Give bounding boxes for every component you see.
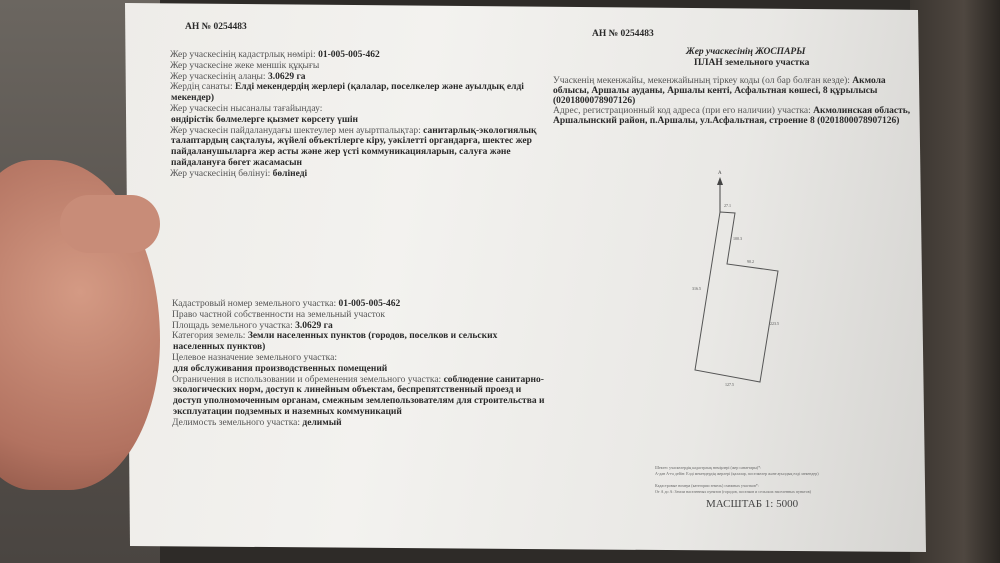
field-value: 3.0629 га	[267, 71, 306, 82]
field-value: 3.0629 га	[295, 320, 333, 331]
field-value: соблюдение санитарно-	[443, 374, 544, 385]
field-value: санитарлық-экологиялық	[423, 125, 537, 136]
field-label: Жер учаскесінің бөлінуі:	[170, 168, 273, 179]
address-ru-label: Адрес, регистрационный код адреса (при его наличии) участка:	[553, 106, 814, 116]
field-label: Жер учаскесінің кадастрлық нөмірі:	[170, 50, 319, 60]
dimension-label: 223.5	[770, 321, 779, 326]
field-label: Жер учаскесінің алаңы:	[170, 71, 268, 82]
document-number-right: АН № 0254483	[592, 29, 654, 39]
dimension-label: 127.5	[725, 382, 734, 387]
dimension-label: 316.5	[692, 286, 701, 291]
field-value: Земли населенных пунктов (городов, поселков и сельских	[247, 331, 498, 342]
field-value: мекендер)	[171, 93, 215, 104]
field-value: делимый	[302, 417, 342, 428]
address-ru-value: Акмолинская область,	[813, 106, 911, 116]
dimension-label: 100.3	[733, 236, 742, 241]
note-line: А-дан А-ға дейін: Елді мекендердің жерлері (қалалар, поселкелер және ауылдық елді мекендер)	[655, 471, 819, 476]
field-label: Категория земель:	[172, 331, 248, 342]
north-label: А	[718, 171, 722, 176]
address-kz-line3: (0201800078907126)	[553, 96, 636, 106]
note-line: Шектес учаскелердің кадастрлық нөмірлері (жер санаттары)*:	[655, 465, 762, 470]
field-value: Елді мекендердің жерлері (қалалар, поселкелер және ауылдық елді	[234, 82, 524, 93]
field-label: Жер учаскесін нысаналы тағайындау:	[170, 104, 323, 114]
field-value: для обслуживания производственных помещений	[173, 363, 388, 374]
field-value: өндірістік бөлмелерге қызмет көрсету үшін	[171, 114, 358, 125]
field-label: Право частной собственности на земельный участок	[172, 309, 386, 320]
note-line: От А до А: Земли населенных пунктов (городов, поселков и сельских населенных пунктов)	[655, 489, 811, 494]
address-ru-line2: Аршалынский район, п.Аршалы, ул.Асфальтная, строение 8 (0201800078907126)	[553, 116, 900, 126]
field-value: 01-005-005-462	[338, 299, 401, 309]
field-label: Целевое назначение земельного участка:	[172, 353, 337, 363]
field-label: Жер учаскесін пайдаланудағы шектеулер мен ауыртпалықтар:	[170, 125, 424, 136]
dimension-label: 27.1	[724, 203, 731, 208]
field-value: 01-005-005-462	[318, 50, 380, 60]
field-value: экологических норм, доступ к линейным объектам, беспрепятственный проезд и	[173, 385, 522, 396]
address-kz-label: Учаскенің мекенжайы, мекенжайының тіркеу коды (ол бар болған кезде):	[553, 76, 853, 86]
field-label: Кадастровый номер земельного участка:	[172, 299, 339, 309]
field-value: эксплуатации подземных и наземных коммуникаций	[173, 407, 402, 417]
field-label: Делимость земельного участка:	[172, 417, 303, 428]
field-label: Жердің санаты:	[170, 82, 235, 93]
field-label: Площадь земельного участка:	[172, 320, 296, 331]
field-value: населенных пунктов)	[173, 342, 266, 353]
document-number-left: АН № 0254483	[185, 22, 247, 32]
field-value: талаптардың сақталуы, жүйелі объектілерге кіру, уәкілетті органдарға, шектес жер	[171, 136, 532, 147]
field-value: доступ уполномоченным органам, смежным землепользователям для строительства и	[173, 396, 545, 407]
field-value: пайдаланушыларға жер асты және жер үсті коммуникацияларын, салуға және	[171, 147, 511, 158]
note-line: Кадастровые номера (категории земель) смежных участков*:	[655, 483, 760, 488]
plan-title-ru: ПЛАН земельного участка	[694, 58, 810, 68]
north-arrowhead-icon	[717, 177, 723, 185]
address-kz-value: Акмола	[852, 76, 886, 86]
field-label: Жер учаскесіне жеке меншік құқығы	[170, 60, 320, 71]
dimension-label: 90.2	[747, 259, 754, 264]
plan-title-kz: Жер учаскесінің ЖОСПАРЫ	[686, 47, 806, 57]
field-value: бөлінеді	[272, 168, 308, 179]
field-label: Ограничения в использовании и обременения земельного участка:	[172, 374, 444, 385]
field-value: пайдалануға бөгет жасамасын	[171, 158, 303, 168]
address-kz-line2: облысы, Аршалы ауданы, Аршалы кенті, Асфальтная көшесі, 8 құрылысы	[553, 86, 878, 96]
scale-label: МАСШТАБ 1: 5000	[706, 498, 799, 510]
